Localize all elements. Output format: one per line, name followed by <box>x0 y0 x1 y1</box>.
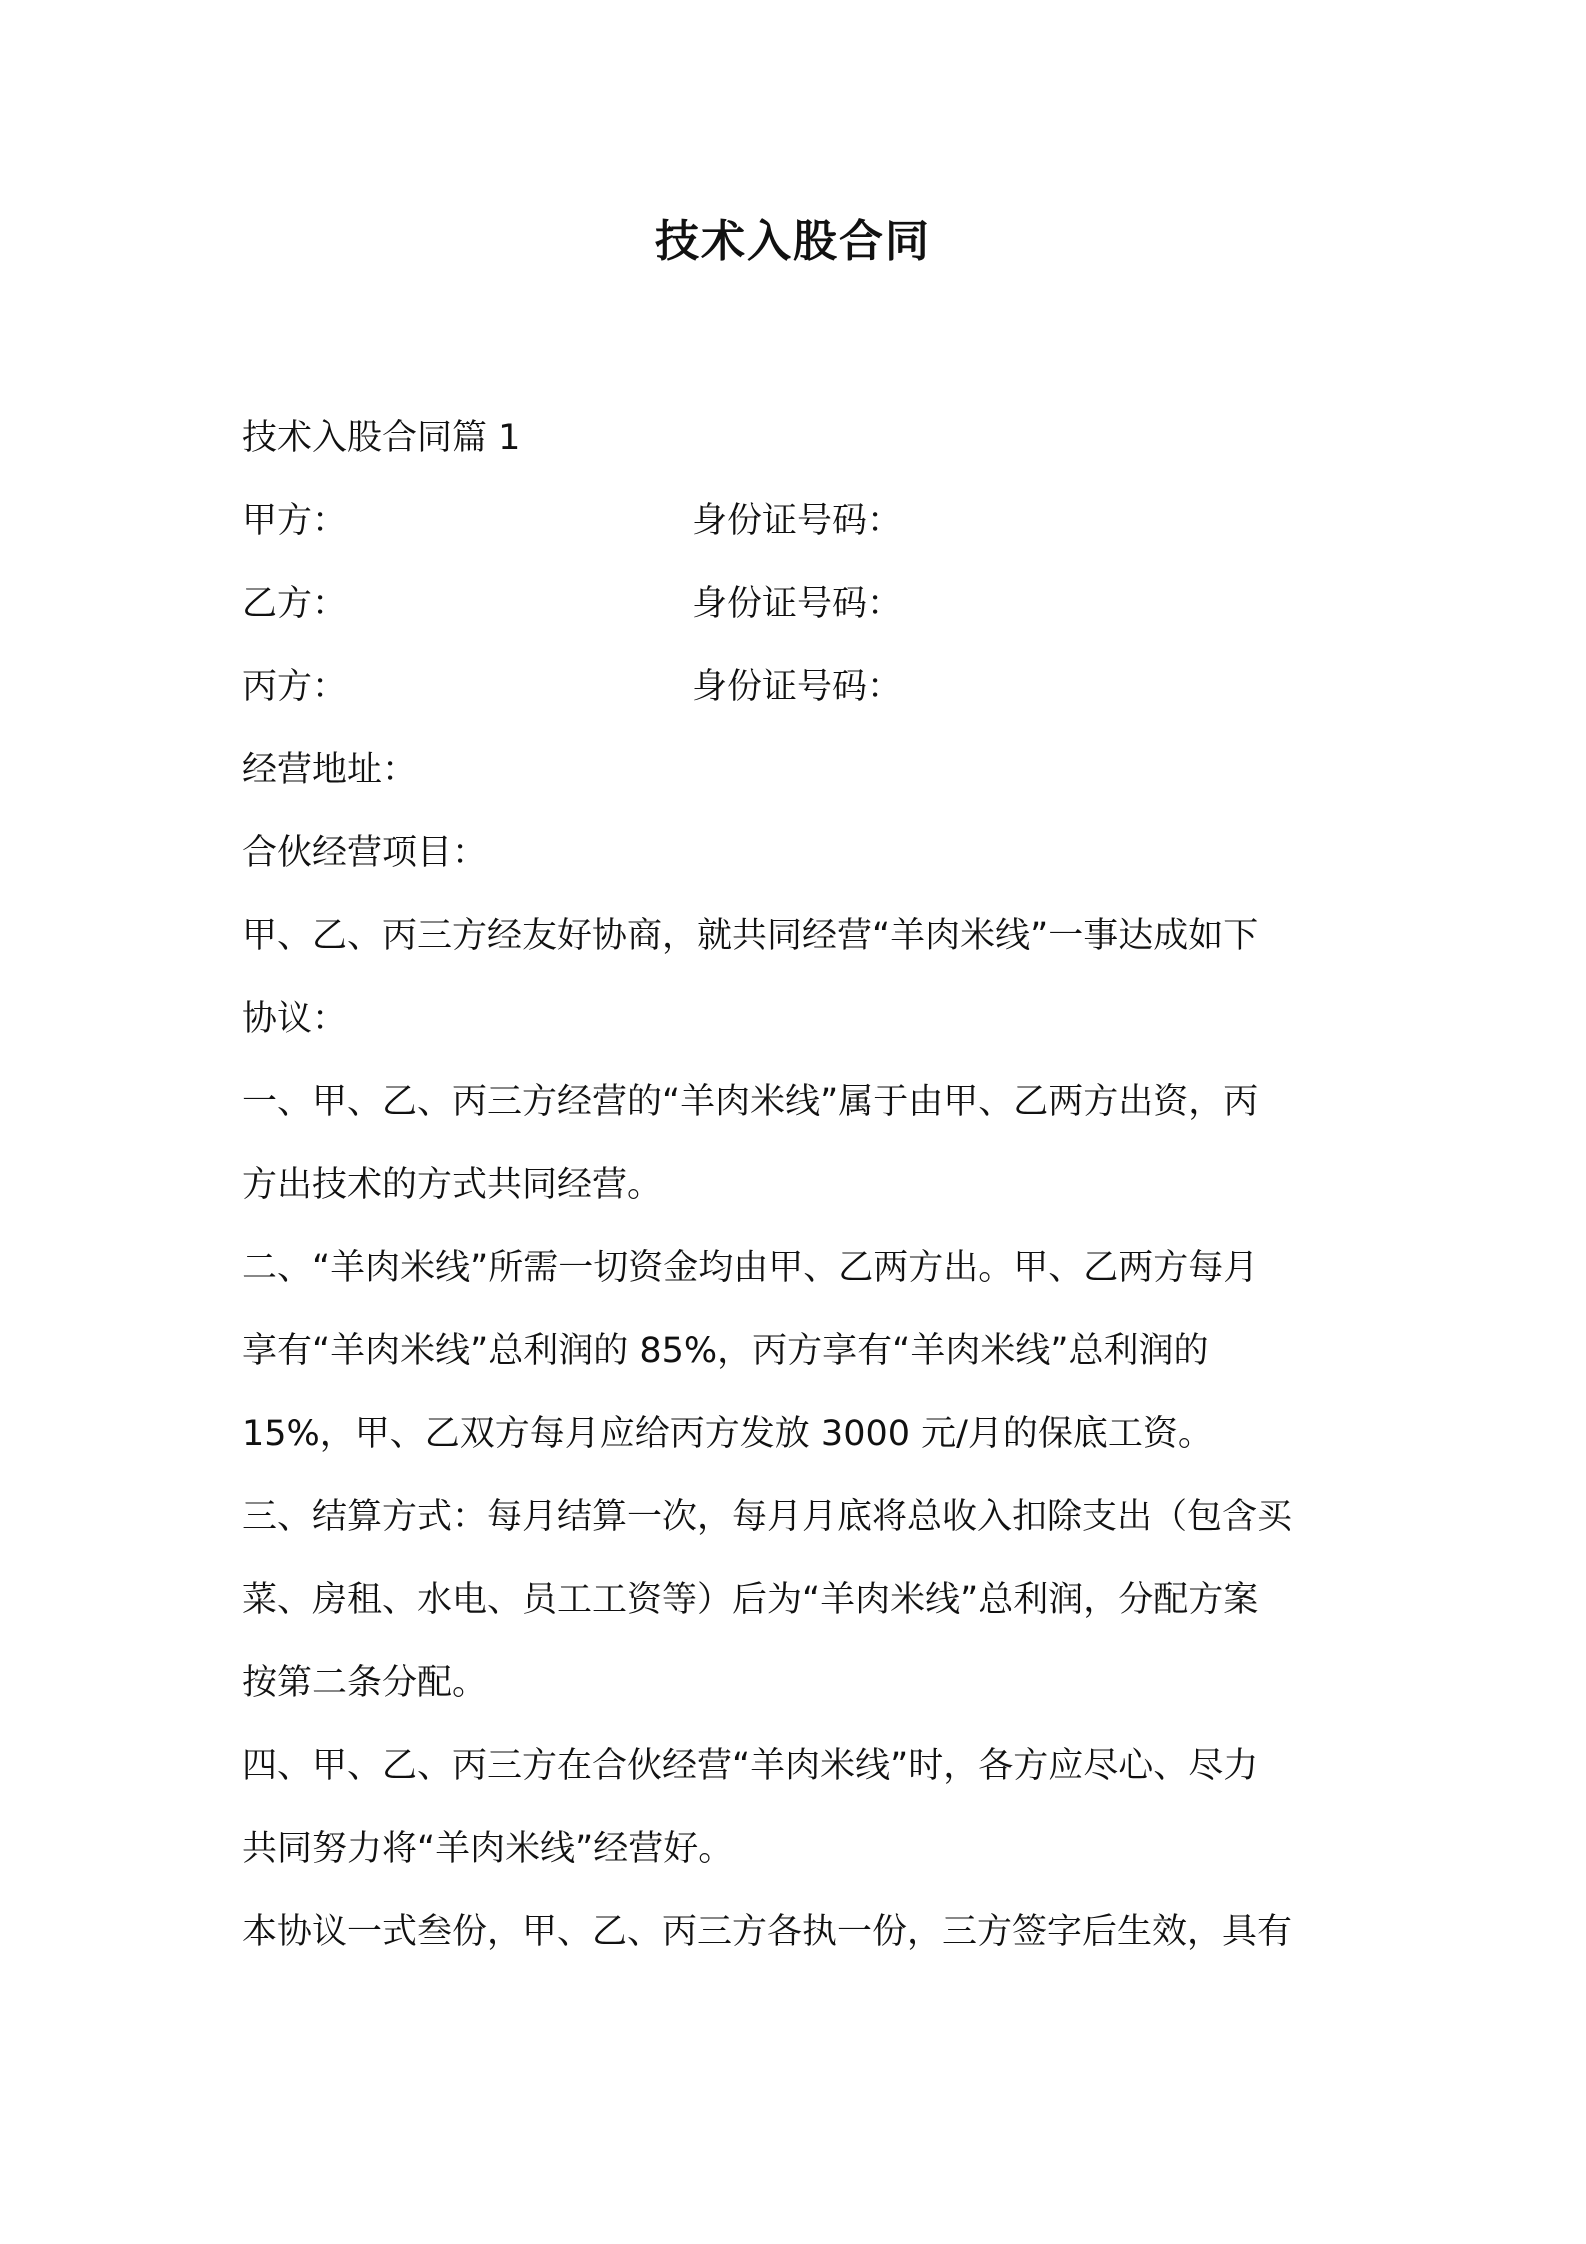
paragraph-line: 三、结算方式：每月结算一次，每月月底将总收入扣除支出（包含买 <box>242 1497 1293 1537</box>
document-body <box>242 397 1352 1974</box>
paragraph-line: 15%，甲、乙双方每月应给丙方发放 3000 元/月的保底工资。 <box>242 1414 1213 1454</box>
paragraph-line: 方出技术的方式共同经营。 <box>242 1165 663 1205</box>
party-row-jia <box>242 480 1352 563</box>
paragraph-line: 菜、房租、水电、员工工资等）后为“羊肉米线”总利润，分配方案 <box>242 1580 1259 1620</box>
paragraph-line: 甲、乙、丙三方经友好协商，就共同经营“羊肉米线”一事达成如下 <box>242 916 1259 956</box>
party-row-yi <box>242 563 1352 646</box>
paragraph-line: 四、甲、乙、丙三方在合伙经营“羊肉米线”时，各方应尽心、尽力 <box>242 1746 1259 1786</box>
id-number-label: 身份证号码： <box>692 501 903 541</box>
address-label: 经营地址： <box>242 750 418 790</box>
party-label: 乙方： <box>242 584 348 624</box>
paragraph-line: 共同努力将“羊肉米线”经营好。 <box>242 1829 734 1869</box>
project-label: 合伙经营项目： <box>242 833 488 873</box>
paragraph-line: 按第二条分配。 <box>242 1663 488 1703</box>
party-row-bing <box>242 646 1352 729</box>
paragraph-line: 享有“羊肉米线”总利润的 85%，丙方享有“羊肉米线”总利润的 <box>242 1331 1209 1371</box>
id-number-label: 身份证号码： <box>692 584 903 624</box>
party-label: 甲方： <box>242 501 348 541</box>
id-number-label: 身份证号码： <box>692 667 903 707</box>
document-title: 技术入股合同 <box>655 216 931 267</box>
paragraph-line: 协议： <box>242 999 348 1039</box>
paragraph-line: 二、“羊肉米线”所需一切资金均由甲、乙两方出。甲、乙两方每月 <box>242 1248 1259 1288</box>
paragraph-line: 本协议一式叁份，甲、乙、丙三方各执一份，三方签字后生效，具有 <box>242 1912 1293 1952</box>
section-title: 技术入股合同篇 1 <box>242 418 521 458</box>
paragraph-line: 一、甲、乙、丙三方经营的“羊肉米线”属于由甲、乙两方出资，丙 <box>242 1082 1259 1122</box>
party-label: 丙方： <box>242 667 348 707</box>
